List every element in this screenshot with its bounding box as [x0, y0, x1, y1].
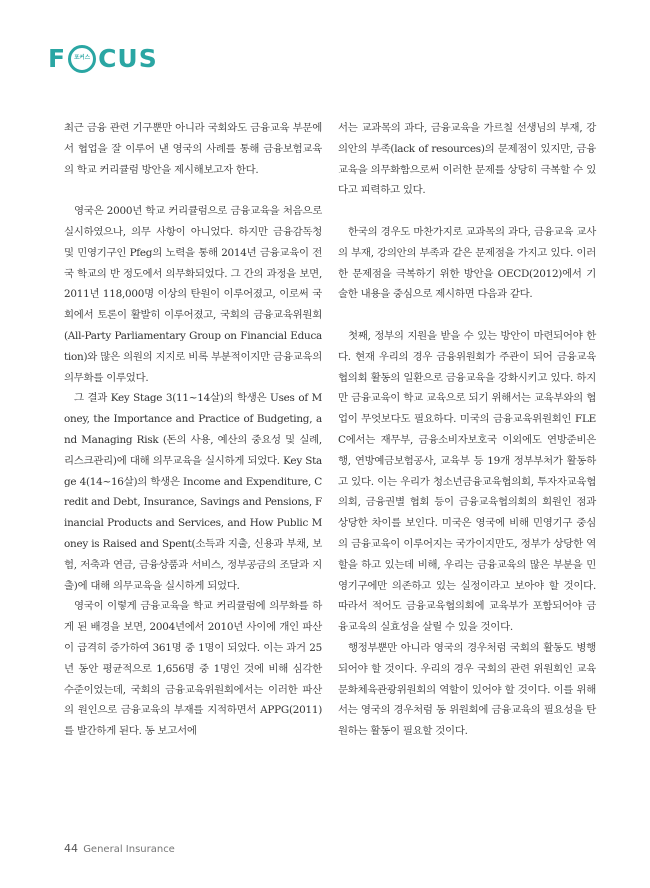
left-column: [64, 118, 322, 742]
right-paragraph-4: 행정부뿐만 아니라 영국의 경우처럼 국회의 활동도 병행되어야 할 것이다. 우리의 경우 국회의 관련 위원회인 교육문화체육관광위원회의 역할이 있어야 할 것이다. 이를 위해서는 영국의 경우처럼 동 위원회에 금융교육의 필요성을 탄원하는 활동이 필요할 것이다.: [338, 641, 596, 738]
right-paragraph-3: 첫째, 정부의 지원을 받을 수 있는 방안이 마련되어야 한다. 현재 우리의 경우 금융위원회가 주관이 되어 금융교육협의회 활동의 일환으로 금융교육을 강화시키고 있다. 하지만 금융교육이 학교 교육으로 되기 위해서는 교육부와의 협업이 무엇보다도 필요하다. 미국의 금융교육위원회인 FLEC에서는 재무부, 금융소비자보호국 이외에도 연방준비은행, 연방예금보험공사, 교육부 등 19개 정부부처가 활동하고 있다. 이는 우리가 청소년금융교육협의회, 투자자교육협의회, 금융권별 협회 등이 금융교육협의회의 회원인 점과 상당한 차이를 보인다. 미국은 영국에 비해 민영기구 중심의 금융교육이 이루어지는 국가이지만도, 정부가 상당한 역할을 하고 있는데 비해, 우리는 금융교육의 많은 부분을 민영기구에만 의존하고 있는 실정이라고 보아야 할 것이다. 따라서 적어도 금융교육협의회에 교육부가 포함되어야 금융교육의 실효성을 살릴 수 있을 것이다.: [338, 329, 596, 634]
right-paragraph-2: 한국의 경우도 마찬가지로 교과목의 과다, 금융교육 교사의 부재, 강의안의 부족과 같은 문제점을 가지고 있다. 이러한 문제점을 극복하기 위한 방안을 OECD(2012)에서 기술한 내용을 중심으로 제시하면 다음과 같다.: [338, 225, 596, 301]
paragraph-spacer: [338, 305, 596, 326]
logo-letter-f: F: [48, 43, 67, 73]
logo-letters-cus: CUS: [98, 43, 158, 73]
page-footer: [64, 842, 175, 855]
paragraph-spacer: [64, 180, 322, 201]
logo-o-inner-text: 포커스: [74, 55, 91, 62]
page-number: 44: [64, 842, 78, 855]
logo-o-ring: [68, 45, 96, 73]
left-paragraph-4: 영국이 이렇게 금융교육을 학교 커리큘럼에 의무화를 하게 된 배경을 보면, 2004년에서 2010년 사이에 개인 파산이 급격히 증가하여 361명 중 1명이 되었다. 이는 과거 25년 동안 평균적으로 1,656명 중 1명인 것에 비해 심각한 수준이었는데, 국회의 금융교육위원회에서는 이러한 파산의 원인으로 금융교육의 부재를 지적하면서 APPG(2011)를 발간하게 된다. 동 보고서에: [64, 600, 322, 738]
left-paragraph-1: 최근 금융 관련 기구뿐만 아니라 국회와도 금융교육 부문에서 협업을 잘 이루어 낸 영국의 사례를 통해 금융보험교육의 학교 커리큘럼 방안을 제시해보고자 한다.: [64, 122, 322, 176]
left-paragraph-2: 영국은 2000년 학교 커리큘럼으로 금융교육을 처음으로 실시하였으나, 의무 사항이 아니었다. 하지만 금융감독청 및 민영기구인 Pfeg의 노력을 통해 2014년 금융교육이 전국 학교의 반 정도에서 의무화되었다. 그 간의 과정을 보면, 2011년 118,000명 이상의 탄원이 이루어졌고, 이로써 국회에서 토론이 활발히 이루어졌고, 국회의 금융교육위원회(All-Party Parliamentary Group on Financial Education)와 많은 의원의 지지로 비록 부분적이지만 금융교육의 의무화를 이루었다.: [64, 205, 322, 384]
paragraph-spacer: [338, 201, 596, 222]
publication-name: General Insurance: [83, 844, 175, 855]
focus-logo: [48, 44, 158, 72]
right-paragraph-1: 서는 교과목의 과다, 금융교육을 가르칠 선생님의 부재, 강의안의 부족(lack of resources)의 문제점이 있지만, 금융교육을 의무화함으로써 이러한 문제를 상당히 극복할 수 있다고 피력하고 있다.: [338, 122, 596, 197]
left-paragraph-3: 그 결과 Key Stage 3(11~14살)의 학생은 Uses of Money, the Importance and Practice of Budgeting, and Managing Risk (돈의 사용, 예산의 중요성 및 실례, 리스크관리)에 대해 의무교육을 실시하게 되었다. Key Stage 4(14~16살)의 학생은 Income and Expenditure, Credit and Debt, Insurance, Savings and Pensions, Financial Products and Services, and How Public Money is Raised and Spent(소득과 지출, 신용과 부채, 보험, 저축과 연금, 금융상품과 서비스, 정부공금의 조달과 지출)에 대해 의무교육을 실시하게 되었다.: [64, 392, 322, 592]
right-column: [338, 118, 596, 742]
